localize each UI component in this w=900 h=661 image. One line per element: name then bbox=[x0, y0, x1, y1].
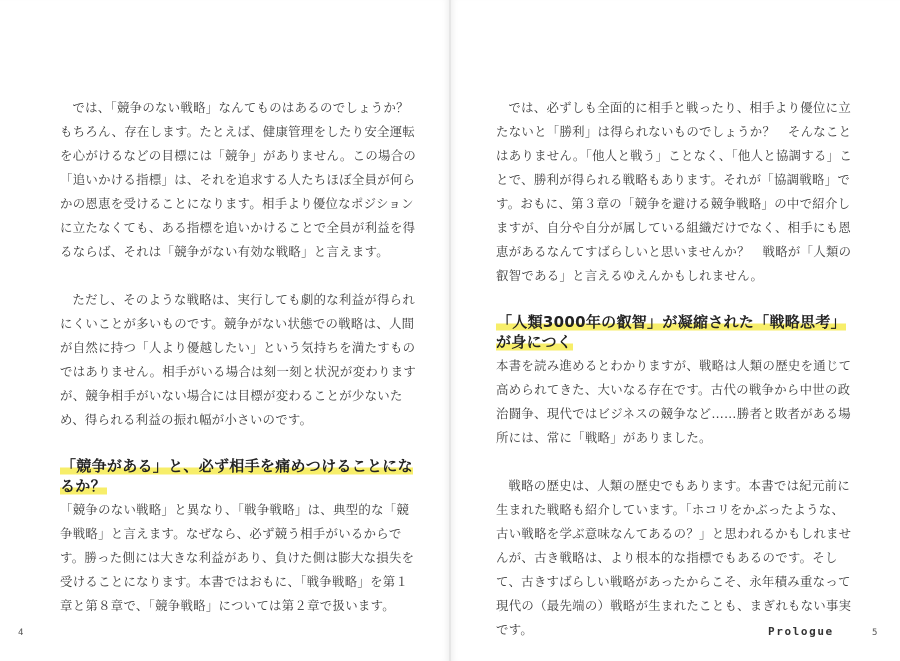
section-heading-text: 「競争がある」と、必ず相手を痛めつけることになるか？ bbox=[60, 457, 413, 495]
section-heading bbox=[60, 456, 420, 496]
paragraph: 戦略の歴史は、人類の歴史でもあります。本書では紀元前に生まれた戦略も紹介しています。「ホコリをかぶったような、古い戦略を学ぶ意味なんてあるの？」と思われるかもしれませんが、古き戦略は、より根本的な指標でもあるのです。そして、古きすばらしい戦略があったからこそ、永年積み重なって現代の（最先端の）戦略が生まれたことも、まぎれもない事実です。 bbox=[496, 478, 852, 637]
paragraph: では、「競争のない戦略」なんてものはあるのでしょうか？ もちろん、存在します。たとえば、健康管理をしたり安全運転を心がけるなどの目標には「競争」がありません。この場合の「追いかける指標」は、それを追求する人たちほぼ全員が何らかの恩恵を受けることになります。相手より優位なポジションに立たなくても、ある指標を追いかけることで全員が利益を得るならば、それは「競争がない有効な戦略」と言えます。 bbox=[60, 100, 422, 259]
paragraph: 本書を読み進めるとわかりますが、戦略は人類の歴史を通じて高められてきた、大いなる存在です。古代の戦争から中世の政治闘争、現代ではビジネスの競争など……勝者と敗者がある場所には、常に「戦略」がありました。 bbox=[496, 358, 852, 445]
section-heading bbox=[496, 312, 856, 352]
running-head: Prologue bbox=[768, 625, 834, 638]
left-page bbox=[0, 0, 449, 661]
page-number: 4 bbox=[18, 628, 24, 638]
page-number: 5 bbox=[872, 628, 878, 638]
right-text-column bbox=[496, 96, 856, 642]
section-heading-text: 「人類3000年の叡智」が凝縮された「戦略思考」が身につく bbox=[496, 313, 846, 351]
paragraph: では、必ずしも全面的に相手と戦ったり、相手より優位に立たないと「勝利」は得られないものでしょうか？ そんなことはありません。「他人と戦う」ことなく、「他人と協調する」ことで、勝利が得られる戦略もあります。それが「協調戦略」です。おもに、第３章の「競争を避ける競争戦略」の中で紹介しますが、自分や自分が属している組織だけでなく、相手にも恩恵があるなんてすばらしいと思いませんか？ 戦略が「人類の叡智である」と言えるゆえんかもしれません。 bbox=[496, 100, 853, 283]
left-text-column bbox=[60, 96, 420, 618]
paragraph: ただし、そのような戦略は、実行しても劇的な利益が得られにくいことが多いものです。競争がない状態での戦略は、人間が自然に持つ「人より優越したい」という気持ちを満たすものではありません。相手がいる場合は刻一刻と状況が変わりますが、競争相手がいない場合には目標が変わることが少ないため、得られる利益の振れ幅が小さいのです。 bbox=[60, 292, 417, 427]
paragraph: 「競争のない戦略」と異なり、「戦争戦略」は、典型的な「競争戦略」と言えます。なぜなら、必ず競う相手がいるからです。勝った側には大きな利益があり、負けた側は膨大な損失を受けることになります。本書ではおもに、「戦争戦略」を第１章と第８章で、「競争戦略」については第２章で扱います。 bbox=[60, 502, 415, 613]
